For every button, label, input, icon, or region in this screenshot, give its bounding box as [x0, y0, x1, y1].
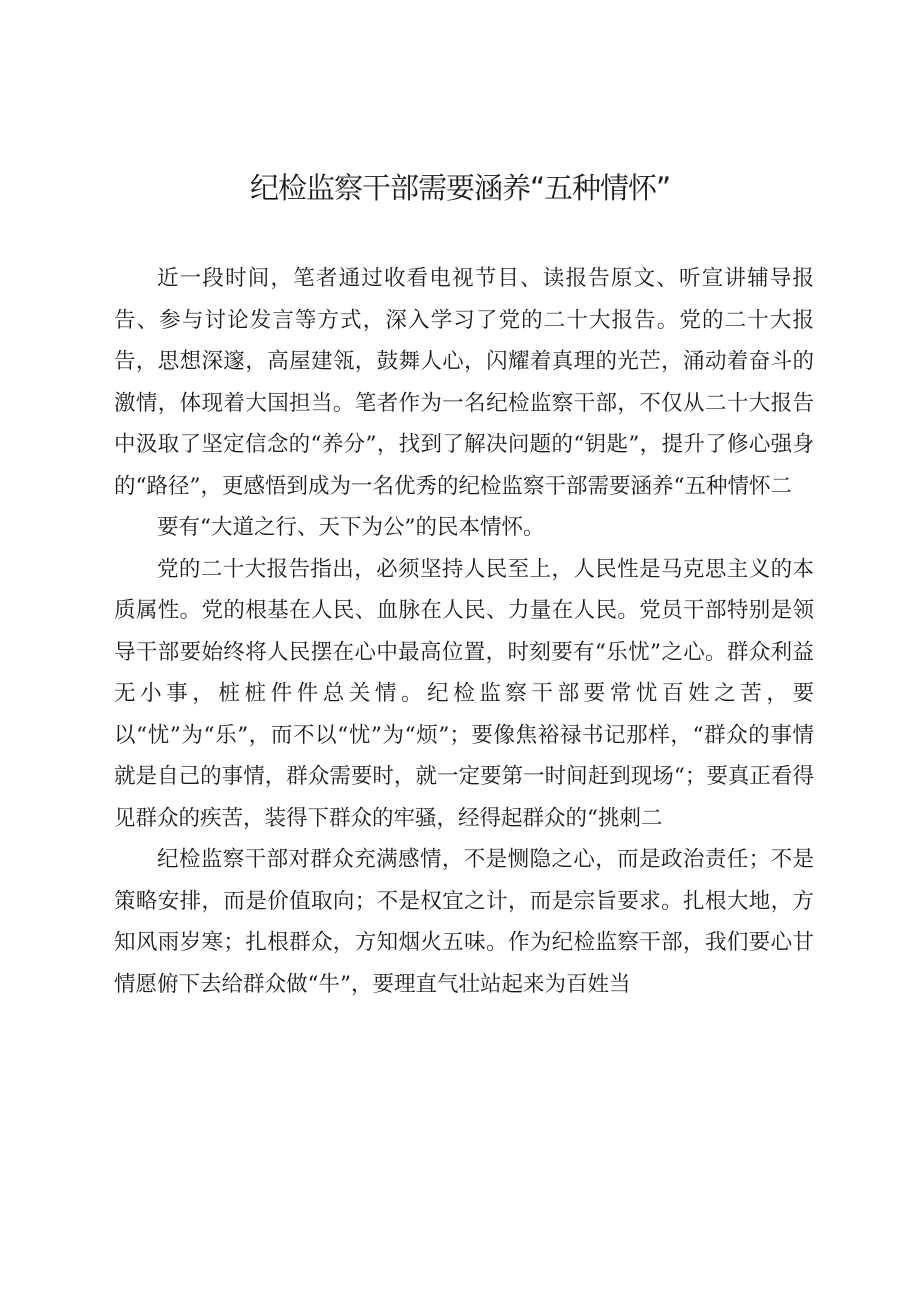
paragraph-3: 纪检监察干部对群众充满感情，不是恻隐之心，而是政治责任；不是策略安排，而是价值取向；不是权宜之计，而是宗旨要求。扎根大地，方知风雨岁寒；扎根群众，方知烟火五味。作为纪检监察干部，我们要心甘情愿俯下去给群众做“牛”，要理直气壮站起来为百姓当: [114, 847, 814, 997]
paragraph-2: 党的二十大报告指出，必须坚持人民至上，人民性是马克思主义的本质属性。党的根基在人民、血脉在人民、力量在人民。党员干部特别是领导干部要始终将人民摆在心中最高位置，时刻要有“乐忧”之心。群众利益无小事，桩桩件件总关情。纪检监察干部要常忧百姓之苦，要以“忧”为“乐”，而不以“忧”为“烦”；要像焦裕禄书记那样，“群众的事情就是自己的事情，群众需要时，就一定要第一时间赶到现场“；要真正看得见群众的疾苦，装得下群众的牢骚，经得起群众的“挑刺二: [114, 556, 814, 831]
document-body: [114, 258, 814, 1005]
paragraph-intro: 近一段时间，笔者通过收看电视节目、读报告原文、听宣讲辅导报告、参与讨论发言等方式，深入学习了党的二十大报告。党的二十大报告，思想深邃，高屋建瓴，鼓舞人心，闪耀着真理的光芒，涌动着奋斗的激情，体现着大国担当。笔者作为一名纪检监察干部，不仅从二十大报告中汲取了坚定信念的“养分”，找到了解决问题的“钥匙”，提升了修心强身的“路径”，更感悟到成为一名优秀的纪检监察干部需要涵养“五种情怀二: [114, 266, 814, 499]
paragraph-heading-1: 要有“大道之行、天下为公”的民本情怀。: [157, 515, 545, 540]
document-title: 纪检监察干部需要涵养“五种情怀”: [249, 171, 671, 205]
